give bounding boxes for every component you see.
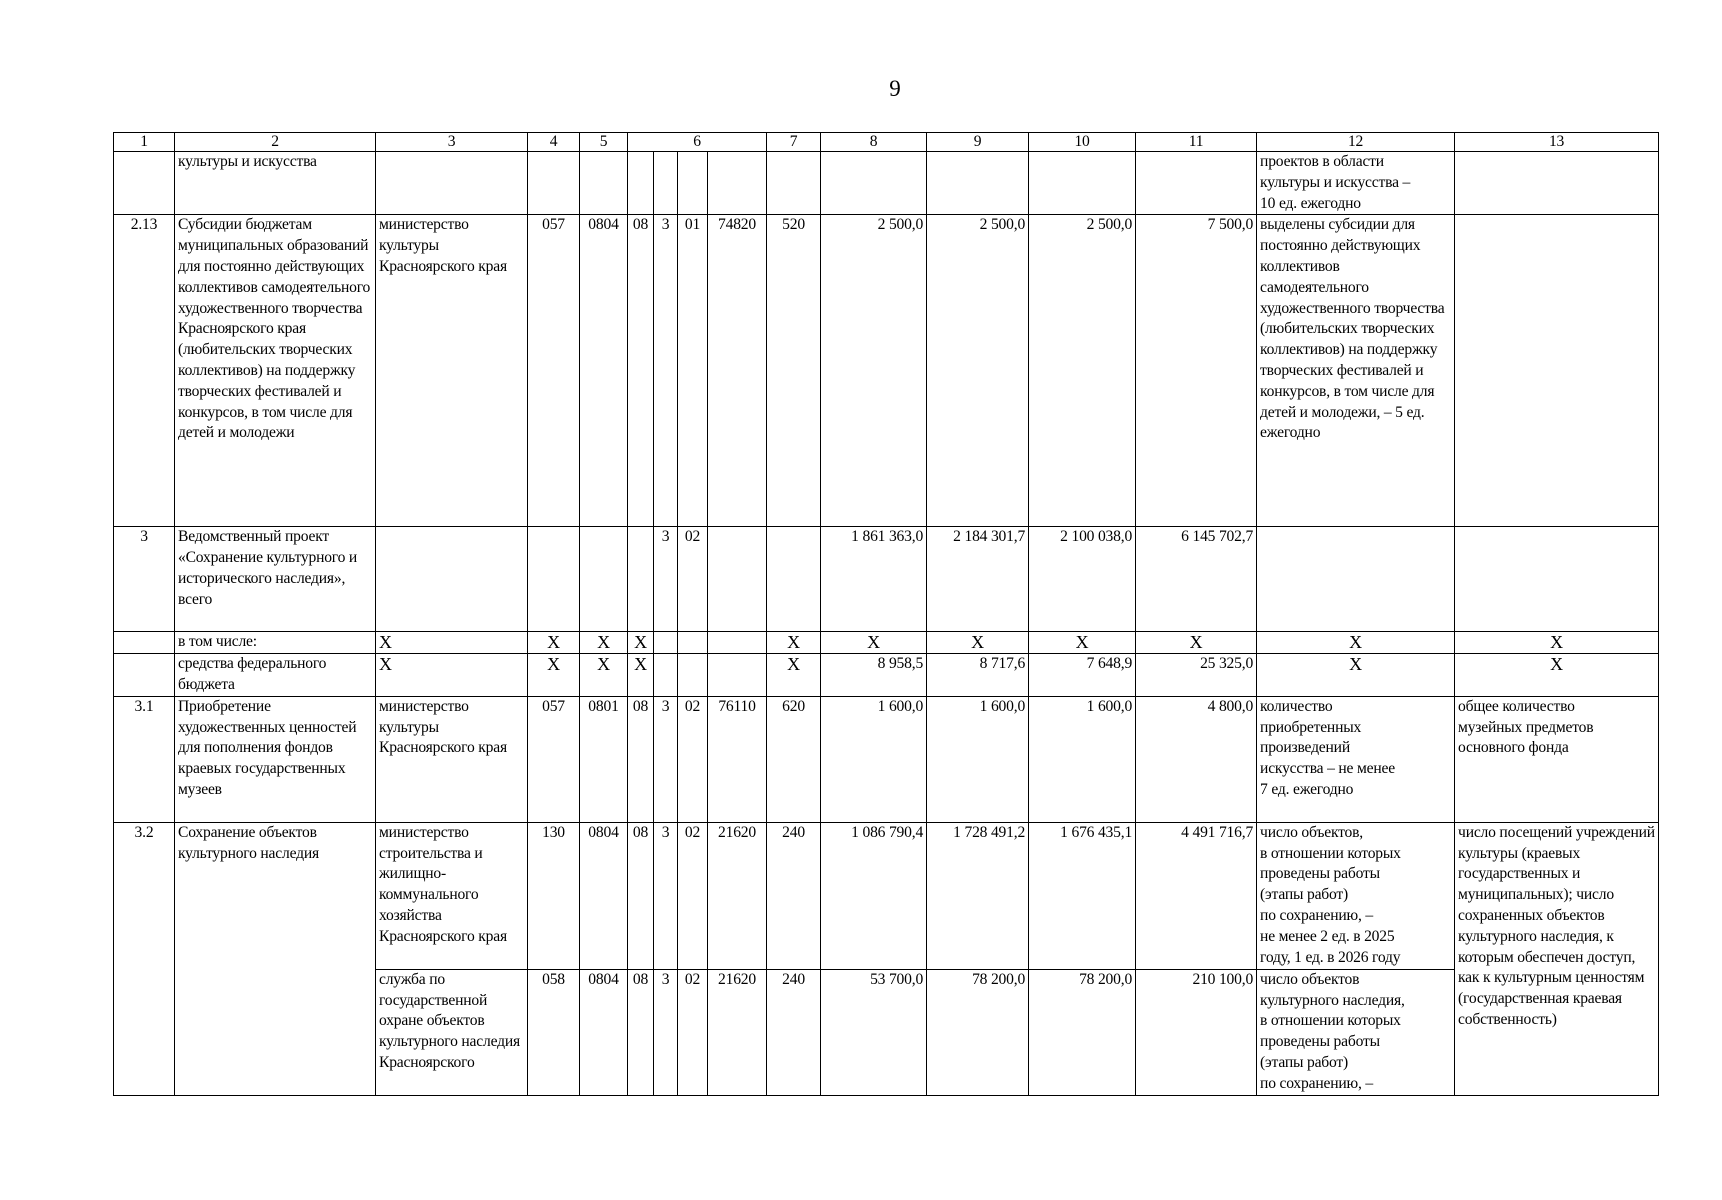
header-cell: 4 bbox=[528, 133, 580, 152]
cell-name: Ведомственный проект «Сохранение культурного и исторического наследия», всего bbox=[175, 527, 376, 632]
cell-code: 3 bbox=[654, 969, 678, 1095]
cell-code: 3 bbox=[654, 215, 678, 527]
header-cell: 12 bbox=[1257, 133, 1455, 152]
cell-amount: 2 184 301,7 bbox=[927, 527, 1029, 632]
cell-code: 74820 bbox=[708, 215, 767, 527]
table-row-3-1 bbox=[114, 696, 1659, 822]
header-cell: 10 bbox=[1029, 133, 1136, 152]
cell-name: Субсидии бюджетам муниципальных образований для постоянно действующих коллективов самодеятельного художественного творчества Красноярского края (любительских творческих коллективов) на поддержку творческих фестивалей и конкурсов, в том числе для детей и молодежи bbox=[175, 215, 376, 527]
cell-amount: 210 100,0 bbox=[1136, 969, 1257, 1095]
cell-amount: 8 717,6 bbox=[927, 654, 1029, 697]
header-cell: 2 bbox=[175, 133, 376, 152]
cell-code: 21620 bbox=[708, 822, 767, 969]
cell-amount: 4 800,0 bbox=[1136, 696, 1257, 822]
cell-amount: 7 500,0 bbox=[1136, 215, 1257, 527]
cell-x: X bbox=[628, 632, 654, 654]
cell-code: 0804 bbox=[580, 822, 628, 969]
cell-code: 21620 bbox=[708, 969, 767, 1095]
cell-amount: 2 100 038,0 bbox=[1029, 527, 1136, 632]
cell-code: 01 bbox=[678, 215, 708, 527]
cell-code: 520 bbox=[767, 215, 821, 527]
cell-x: X bbox=[1455, 654, 1659, 697]
cell-code: 08 bbox=[628, 969, 654, 1095]
cell-amount: 1 086 790,4 bbox=[821, 822, 927, 969]
cell-code: 240 bbox=[767, 822, 821, 969]
cell-code: 0804 bbox=[580, 215, 628, 527]
header-cell: 9 bbox=[927, 133, 1029, 152]
cell-code: 3 bbox=[654, 527, 678, 632]
cell-amount: 78 200,0 bbox=[1029, 969, 1136, 1095]
cell-num: 3.2 bbox=[114, 822, 175, 1095]
table-row-continuation bbox=[114, 152, 1659, 215]
cell-indicator: число посещений учреждений культуры (краевых государственных и муниципальных); число сохраненных объектов культурного наследия, к которым обеспечен доступ, как к культурным ценностям (государственная краевая собственность) bbox=[1455, 822, 1659, 1095]
cell-amount: 4 491 716,7 bbox=[1136, 822, 1257, 969]
cell-amount: 1 728 491,2 bbox=[927, 822, 1029, 969]
table-row-3-2 bbox=[114, 822, 1659, 969]
cell-x: X bbox=[767, 632, 821, 654]
header-cell: 13 bbox=[1455, 133, 1659, 152]
cell-code: 058 bbox=[528, 969, 580, 1095]
cell-code: 620 bbox=[767, 696, 821, 822]
cell-indicator: общее количество музейных предметов основного фонда bbox=[1455, 696, 1659, 822]
header-cell: 7 bbox=[767, 133, 821, 152]
cell-amount: 1 600,0 bbox=[1029, 696, 1136, 822]
cell-code: 02 bbox=[678, 969, 708, 1095]
cell-grbs: министерство культуры Красноярского края bbox=[376, 215, 528, 527]
budget-table bbox=[113, 132, 1659, 1096]
cell-grbs: министерство строительства и жилищно-коммунального хозяйства Красноярского края bbox=[376, 822, 528, 969]
cell-code: 3 bbox=[654, 822, 678, 969]
cell-x: X bbox=[1029, 632, 1136, 654]
cell-amount: 1 600,0 bbox=[927, 696, 1029, 822]
cell-result: количество приобретенных произведений искусства – не менее 7 ед. ежегодно bbox=[1257, 696, 1455, 822]
header-cell: 11 bbox=[1136, 133, 1257, 152]
table-row-3 bbox=[114, 527, 1659, 632]
header-cell: 1 bbox=[114, 133, 175, 152]
header-cell: 5 bbox=[580, 133, 628, 152]
cell-amount: 25 325,0 bbox=[1136, 654, 1257, 697]
cell-x: X bbox=[528, 654, 580, 697]
cell-amount: 8 958,5 bbox=[821, 654, 927, 697]
table-row-including bbox=[114, 632, 1659, 654]
cell-amount: 2 500,0 bbox=[821, 215, 927, 527]
cell-code: 02 bbox=[678, 527, 708, 632]
cell-x: X bbox=[1257, 632, 1455, 654]
cell-amount: 2 500,0 bbox=[1029, 215, 1136, 527]
cell-x: X bbox=[528, 632, 580, 654]
cell-x: X bbox=[767, 654, 821, 697]
cell-name: средства федерального бюджета bbox=[175, 654, 376, 697]
cell-code: 0804 bbox=[580, 969, 628, 1095]
cell-num bbox=[114, 152, 175, 215]
cell-name: культуры и искусства bbox=[175, 152, 376, 215]
cell-num: 2.13 bbox=[114, 215, 175, 527]
page-number: 9 bbox=[889, 76, 901, 101]
cell-x: X bbox=[1136, 632, 1257, 654]
cell-x: X bbox=[628, 654, 654, 697]
cell-code: 76110 bbox=[708, 696, 767, 822]
cell-amount: 53 700,0 bbox=[821, 969, 927, 1095]
header-row bbox=[114, 133, 1659, 152]
header-cell: 8 bbox=[821, 133, 927, 152]
cell-x: X bbox=[376, 632, 528, 654]
cell-x: X bbox=[580, 654, 628, 697]
cell-indicator bbox=[1455, 215, 1659, 527]
cell-code: 057 bbox=[528, 696, 580, 822]
cell-amount: 1 861 363,0 bbox=[821, 527, 927, 632]
cell-x: X bbox=[927, 632, 1029, 654]
cell-x: X bbox=[1257, 654, 1455, 697]
cell-code: 3 bbox=[654, 696, 678, 822]
cell-result: число объектов культурного наследия, в отношении которых проведены работы (этапы работ) по сохранению, – bbox=[1257, 969, 1455, 1095]
header-cell: 6 bbox=[628, 133, 767, 152]
cell-amount: 1 676 435,1 bbox=[1029, 822, 1136, 969]
cell-code: 02 bbox=[678, 696, 708, 822]
cell-amount: 7 648,9 bbox=[1029, 654, 1136, 697]
cell-code: 240 bbox=[767, 969, 821, 1095]
cell-code: 08 bbox=[628, 696, 654, 822]
cell-amount: 1 600,0 bbox=[821, 696, 927, 822]
cell-code: 057 bbox=[528, 215, 580, 527]
cell-grbs: министерство культуры Красноярского края bbox=[376, 696, 528, 822]
cell-code: 0801 bbox=[580, 696, 628, 822]
cell-result: проектов в области культуры и искусства – 10 ед. ежегодно bbox=[1257, 152, 1455, 215]
cell-name: Сохранение объектов культурного наследия bbox=[175, 822, 376, 1095]
cell-code: 02 bbox=[678, 822, 708, 969]
cell-x: X bbox=[821, 632, 927, 654]
table-row-federal bbox=[114, 654, 1659, 697]
cell-result: число объектов, в отношении которых проведены работы (этапы работ) по сохранению, – не менее 2 ед. в 2025 году, 1 ед. в 2026 году bbox=[1257, 822, 1455, 969]
cell-code: 130 bbox=[528, 822, 580, 969]
cell-num: 3 bbox=[114, 527, 175, 632]
header-cell: 3 bbox=[376, 133, 528, 152]
cell-num: 3.1 bbox=[114, 696, 175, 822]
cell-name: в том числе: bbox=[175, 632, 376, 654]
cell-x: X bbox=[580, 632, 628, 654]
cell-grbs: служба по государственной охране объектов культурного наследия Красноярского bbox=[376, 969, 528, 1095]
cell-x: X bbox=[376, 654, 528, 697]
cell-code: 08 bbox=[628, 215, 654, 527]
cell-code: 08 bbox=[628, 822, 654, 969]
cell-amount: 2 500,0 bbox=[927, 215, 1029, 527]
table-row-2-13 bbox=[114, 215, 1659, 527]
cell-x: X bbox=[1455, 632, 1659, 654]
cell-name: Приобретение художественных ценностей для пополнения фондов краевых государственных музеев bbox=[175, 696, 376, 822]
cell-result: выделены субсидии для постоянно действующих коллективов самодеятельного художественного творчества (любительских творческих коллективов) на поддержку творческих фестивалей и конкурсов, в том числе для детей и молодежи, – 5 ед. ежегодно bbox=[1257, 215, 1455, 527]
cell-amount: 6 145 702,7 bbox=[1136, 527, 1257, 632]
cell-amount: 78 200,0 bbox=[927, 969, 1029, 1095]
